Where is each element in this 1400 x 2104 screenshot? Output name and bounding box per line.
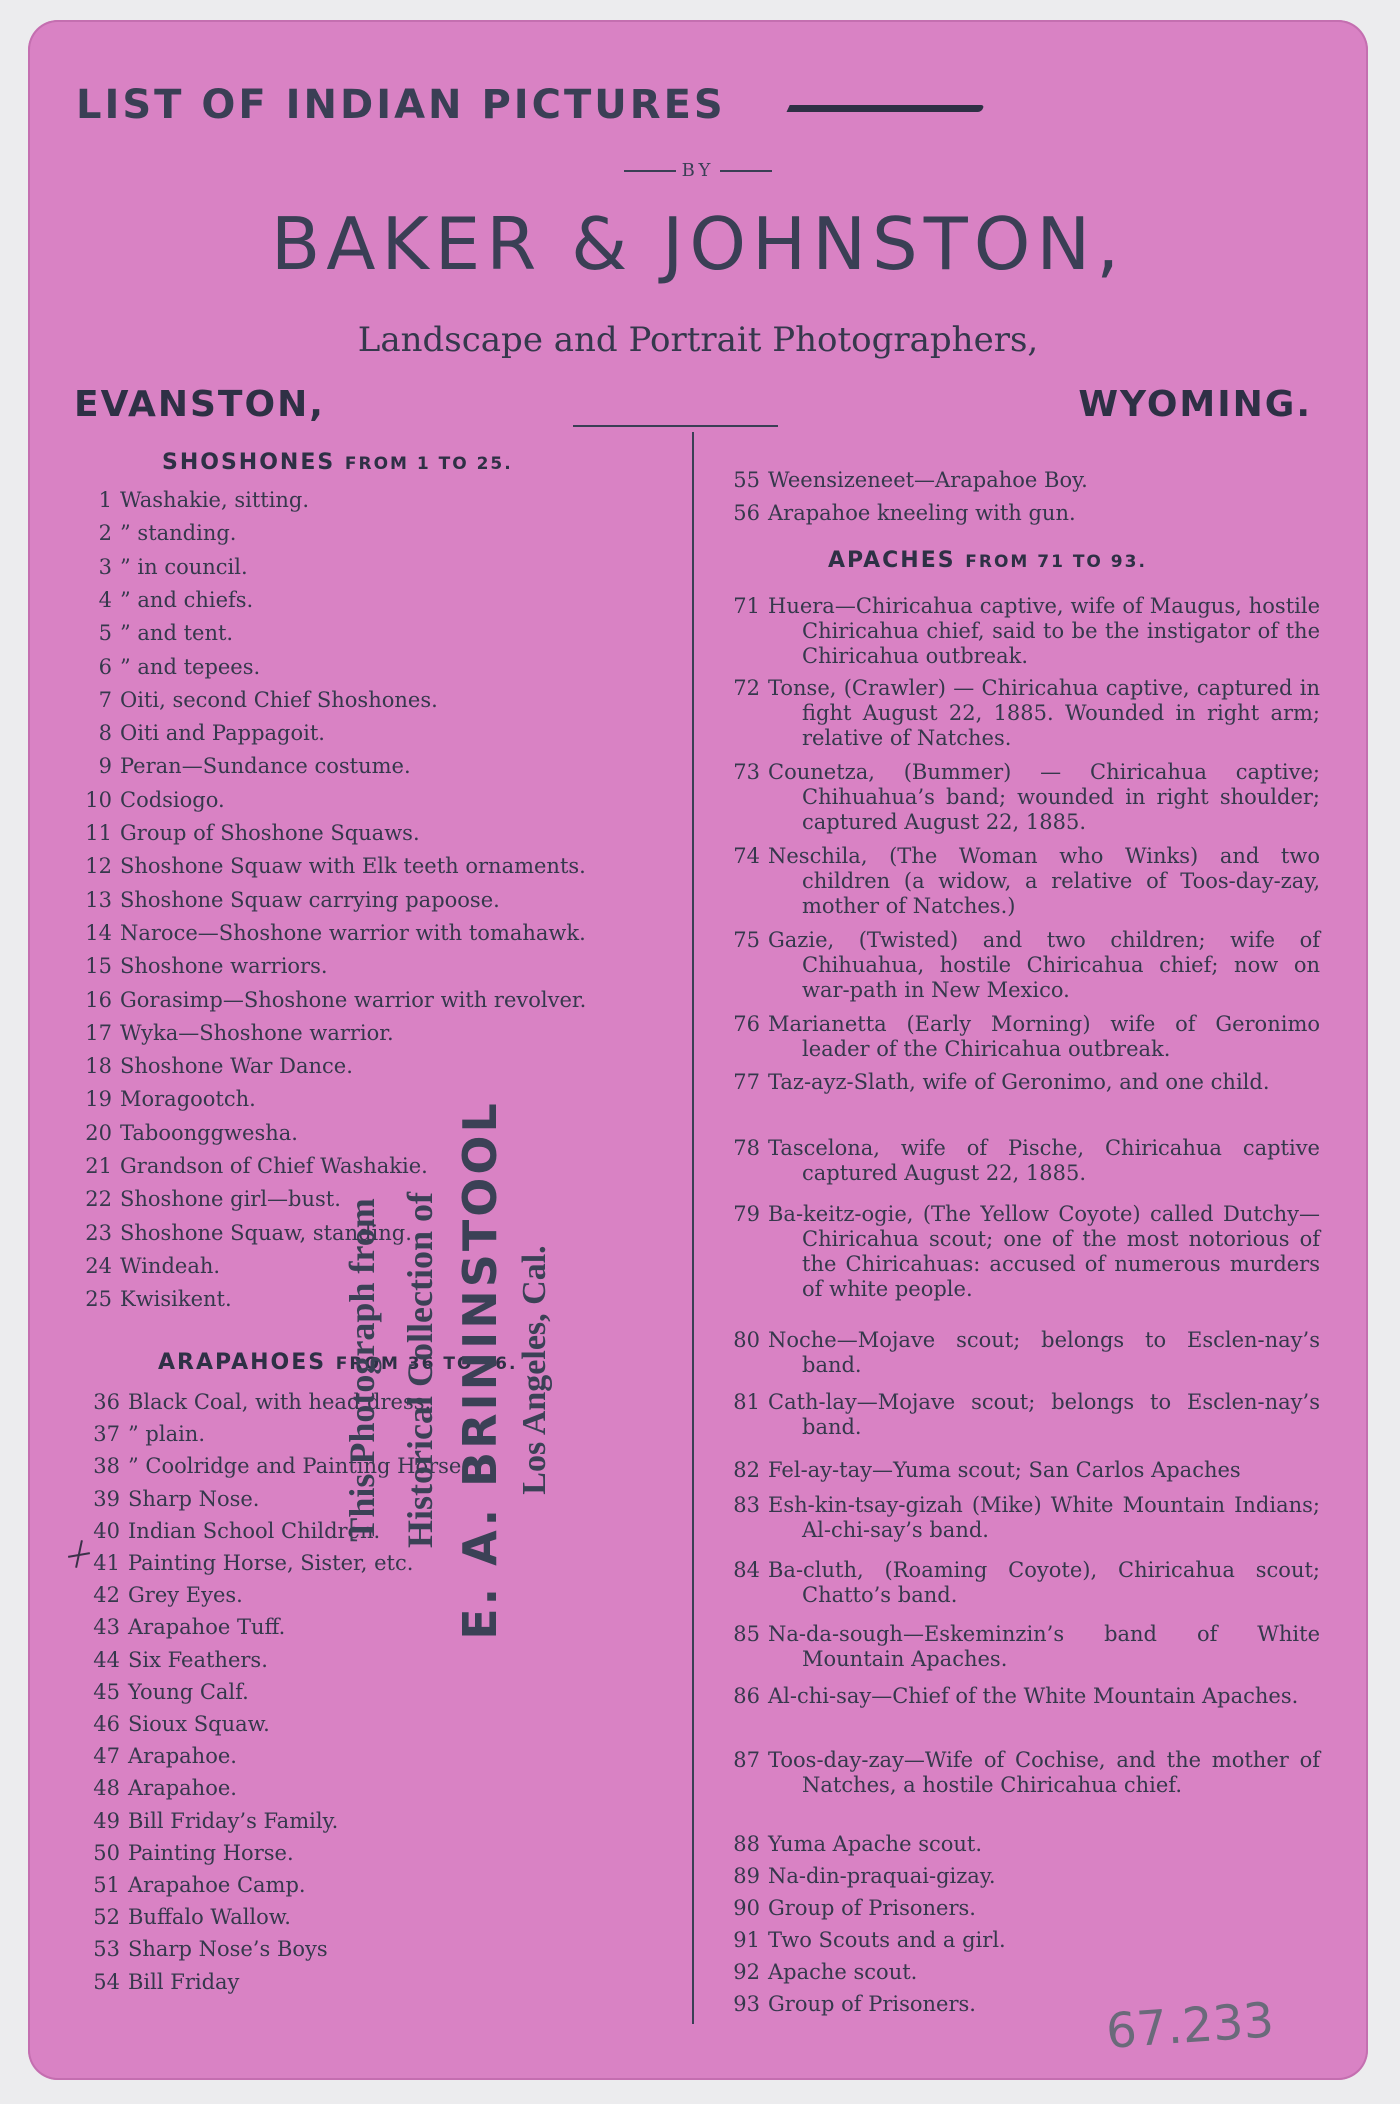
title-rule — [786, 105, 984, 112]
list-item — [85, 1253, 221, 1279]
list-item — [733, 468, 1088, 493]
item-number: 4 — [98, 587, 112, 612]
item-title: Sioux Squaw. — [128, 1712, 270, 1736]
item-title: ” standing. — [120, 521, 237, 546]
item-title: Esh-kin-tsay-gizah (Mike) White Mountain Indians; Al-chi-say’s band. — [768, 1493, 1320, 1542]
item-title: Buffalo Wallow. — [128, 1905, 291, 1930]
list-item — [733, 1012, 1320, 1062]
item-number: 76 — [733, 1012, 760, 1036]
item-number: 7 — [98, 687, 112, 712]
list-item — [733, 1896, 1320, 1921]
item-title: Na-da-sough—Eskeminzin’s band of White Mountain Apaches. — [768, 1622, 1320, 1671]
list-item — [733, 760, 1320, 835]
item-number: 36 — [93, 1390, 120, 1414]
item-title: Marianetta (Early Morning) wife of Geronimo leader of the Chiricahua outbreak. — [768, 1012, 1320, 1061]
list-item — [98, 754, 411, 779]
item-number: 38 — [93, 1454, 120, 1479]
list-item — [85, 1087, 256, 1112]
item-title: Gorasimp—Shoshone warrior with revolver. — [120, 987, 587, 1012]
item-number: 1 — [98, 488, 112, 512]
item-number: 47 — [93, 1744, 120, 1769]
list-item — [733, 844, 1320, 919]
item-title: Arapahoe Camp. — [128, 1873, 306, 1897]
stamp-line-3: E. A. BRININSTOOL — [453, 1100, 507, 1640]
handwritten-mark — [68, 1540, 92, 1568]
item-number: 46 — [93, 1712, 120, 1736]
item-number: 71 — [733, 594, 760, 618]
list-item — [98, 654, 261, 680]
section-heading-shoshones — [162, 450, 513, 475]
item-title: Toos-day-zay—Wife of Cochise, and the mother of Natches, a hostile Chiricahua chief. — [768, 1748, 1320, 1797]
list-item — [733, 1136, 1320, 1186]
list-item — [85, 987, 587, 1013]
photo-card-back — [28, 20, 1368, 2080]
item-title: Naroce—Shoshone warrior with tomahawk. — [120, 920, 586, 945]
firm-subtitle: Landscape and Portrait Photographers, — [357, 320, 1039, 360]
by-line: BY — [28, 160, 1368, 181]
header-divider — [573, 425, 778, 427]
item-number: 92 — [733, 1960, 760, 1984]
item-title: Tascelona, wife of Pische, Chiricahua captive captured August 22, 1885. — [768, 1136, 1320, 1185]
item-title: ” Coolridge and Painting Horse. — [128, 1454, 469, 1479]
item-number: 23 — [85, 1220, 112, 1245]
item-title: Na-din-praquai-gizay. — [768, 1864, 996, 1888]
item-title: Group of Prisoners. — [768, 1992, 976, 2016]
item-number: 24 — [85, 1253, 112, 1278]
item-title: Shoshone warriors. — [120, 954, 328, 979]
item-title: Black Coal, with head dress. — [128, 1390, 432, 1414]
list-item — [93, 1615, 286, 1640]
column-divider — [692, 432, 694, 2024]
item-number: 85 — [733, 1622, 760, 1646]
item-number: 54 — [93, 1969, 120, 1994]
section-name: SHOSHONES — [162, 450, 336, 475]
item-number: 75 — [733, 928, 760, 952]
item-number: 10 — [85, 787, 112, 812]
list-item — [733, 1202, 1320, 1302]
stamp-line-2: Historical Collection of — [400, 1192, 440, 1548]
item-title: Ba-keitz-ogie, (The Yellow Coyote) called Dutchy—Chiricahua scout; one of the most notorious of the Chiricahuas: accused of numerous murders of white people. — [768, 1202, 1320, 1301]
item-title: Neschila, (The Woman who Winks) and two children (a widow, a relative of Toos-day-zay, mother of Natches.) — [768, 844, 1320, 918]
item-title: Weensizeneet—Arapahoe Boy. — [768, 468, 1088, 492]
item-number: 41 — [93, 1551, 120, 1575]
list-item — [733, 594, 1320, 669]
list-item — [85, 1020, 394, 1046]
list-item — [733, 501, 1076, 526]
item-title: Taz-ayz-Slath, wife of Geronimo, and one child. — [768, 1070, 1270, 1094]
list-item — [98, 488, 310, 513]
firm-name: BAKER & JOHNSTON, — [270, 202, 1126, 286]
list-item — [93, 1840, 294, 1866]
item-title: Bill Friday’s Family. — [128, 1808, 339, 1833]
list-item — [733, 1832, 1320, 1857]
item-number: 25 — [85, 1287, 112, 1312]
item-number: 89 — [733, 1864, 760, 1888]
item-title: Bill Friday — [128, 1969, 240, 1994]
item-number: 82 — [733, 1458, 760, 1482]
item-number: 18 — [85, 1054, 112, 1079]
list-item — [733, 1070, 1320, 1095]
item-title: Painting Horse, Sister, etc. — [128, 1551, 414, 1575]
list-item — [733, 1493, 1320, 1543]
list-item — [733, 1748, 1320, 1798]
item-number: 90 — [733, 1896, 760, 1920]
list-item — [98, 621, 234, 646]
item-title: Arapahoe. — [128, 1744, 237, 1769]
item-number: 93 — [733, 1992, 760, 2016]
item-title: Peran—Sundance costume. — [120, 754, 411, 779]
item-title: Al-chi-say—Chief of the White Mountain Apaches. — [768, 1684, 1299, 1708]
item-title: Grey Eyes. — [128, 1583, 243, 1608]
list-item — [93, 1712, 270, 1737]
item-title: Arapahoe Tuff. — [128, 1615, 286, 1640]
list-item — [93, 1873, 306, 1898]
item-title: Painting Horse. — [128, 1840, 294, 1865]
item-number: 78 — [733, 1136, 760, 1160]
list-item — [733, 1458, 1320, 1483]
item-title: Sharp Nose. — [128, 1486, 260, 1511]
item-title: ” in council. — [120, 554, 248, 579]
list-item — [85, 854, 586, 879]
section-range: FROM 71 TO 93. — [965, 552, 1147, 572]
item-number: 48 — [93, 1776, 120, 1801]
item-number: 74 — [733, 844, 760, 868]
item-title: Group of Prisoners. — [768, 1896, 976, 1920]
list-item — [98, 554, 248, 580]
item-number: 84 — [733, 1558, 760, 1582]
item-title: Young Calf. — [128, 1679, 249, 1704]
item-number: 21 — [85, 1154, 112, 1178]
item-number: 45 — [93, 1679, 120, 1704]
item-number: 17 — [85, 1020, 112, 1045]
item-title: Oiti and Pappagoit. — [120, 721, 325, 746]
list-item — [733, 1558, 1320, 1608]
list-item — [733, 1864, 1320, 1889]
section-heading-apaches — [828, 548, 1147, 573]
item-number: 40 — [93, 1518, 120, 1543]
item-number: 2 — [98, 521, 112, 546]
item-title: Yuma Apache scout. — [768, 1832, 983, 1856]
section-name: ARAPAHOES — [158, 1350, 327, 1375]
item-number: 12 — [85, 854, 112, 879]
list-item — [85, 954, 328, 979]
item-title: Indian School Children. — [128, 1518, 381, 1543]
item-number: 72 — [733, 676, 760, 700]
item-title: Taboonggwesha. — [120, 1120, 298, 1145]
item-number: 42 — [93, 1583, 120, 1608]
item-title: Sharp Nose’s Boys — [128, 1937, 328, 1962]
item-title: Shoshone War Dance. — [120, 1054, 353, 1079]
item-number: 83 — [733, 1493, 760, 1517]
item-number: 53 — [93, 1937, 120, 1962]
item-number: 20 — [85, 1120, 112, 1145]
list-item — [85, 1187, 341, 1212]
item-number: 86 — [733, 1684, 760, 1708]
item-title: Counetza, (Bummer) — Chiricahua captive; Chihuahua’s band; wounded in right shoulder; captured August 22, 1885. — [768, 760, 1320, 834]
item-title: Group of Shoshone Squaws. — [120, 821, 420, 845]
item-title: ” and tent. — [120, 621, 234, 646]
item-number: 79 — [733, 1202, 760, 1226]
list-item — [733, 676, 1320, 751]
list-item — [98, 587, 254, 613]
list-item — [733, 1390, 1320, 1440]
item-number: 5 — [98, 621, 112, 646]
item-title: Arapahoe. — [128, 1776, 237, 1801]
item-number: 43 — [93, 1615, 120, 1640]
list-item — [98, 687, 438, 713]
list-item — [733, 1622, 1320, 1672]
item-number: 15 — [85, 954, 112, 979]
item-title: Fel-ay-tay—Yuma scout; San Carlos Apaches — [768, 1458, 1241, 1482]
item-title: Apache scout. — [768, 1960, 918, 1984]
list-item — [85, 787, 225, 813]
list-item — [93, 1776, 237, 1801]
item-number: 55 — [733, 468, 760, 492]
item-number: 9 — [98, 754, 112, 779]
item-number: 19 — [85, 1087, 112, 1112]
item-title: Wyka—Shoshone warrior. — [120, 1020, 394, 1045]
list-item — [93, 1969, 240, 1995]
item-number: 49 — [93, 1808, 120, 1833]
item-title: Ba-cluth, (Roaming Coyote), Chiricahua scout; Chatto’s band. — [768, 1558, 1320, 1607]
list-item — [85, 1120, 298, 1146]
item-number: 37 — [93, 1422, 120, 1447]
section-range: FROM 1 TO 25. — [344, 454, 513, 474]
item-number: 16 — [85, 987, 112, 1012]
item-title: Six Feathers. — [128, 1647, 268, 1672]
stamp-line-1: This Photograph from — [342, 1198, 382, 1542]
catalog-number: 67.233 — [1104, 1992, 1276, 2060]
item-title: Moragootch. — [120, 1087, 256, 1112]
collection-stamp — [333, 1090, 553, 1650]
item-number: 11 — [85, 821, 112, 845]
list-item — [733, 1684, 1320, 1709]
list-item — [85, 887, 500, 913]
item-title: Cath-lay—Mojave scout; belongs to Esclen-nay’s band. — [768, 1390, 1320, 1439]
item-title: Noche—Mojave scout; belongs to Esclen-nay’s band. — [768, 1328, 1320, 1377]
item-title: Gazie, (Twisted) and two children; wife of Chihuahua, hostile Chiricahua chief; now on war-path in New Mexico. — [768, 928, 1320, 1002]
list-item — [733, 1960, 1320, 1985]
item-title: Windeah. — [120, 1253, 221, 1278]
item-title: Washakie, sitting. — [120, 488, 310, 512]
list-item — [85, 821, 420, 846]
section-name: APACHES — [828, 548, 956, 573]
list-item — [733, 1328, 1320, 1378]
list-item — [733, 1928, 1320, 1953]
item-title: Arapahoe kneeling with gun. — [768, 501, 1076, 525]
item-title: ” plain. — [128, 1422, 206, 1447]
item-number: 77 — [733, 1070, 760, 1094]
section-range: FROM 36 TO 56. — [335, 1354, 518, 1374]
item-title: Two Scouts and a girl. — [768, 1928, 1006, 1952]
list-item — [93, 1422, 206, 1447]
item-number: 44 — [93, 1647, 120, 1672]
item-title: Shoshone Squaw carrying papoose. — [120, 887, 500, 912]
item-number: 22 — [85, 1187, 112, 1212]
item-number: 52 — [93, 1905, 120, 1930]
list-item — [93, 1808, 339, 1834]
item-number: 50 — [93, 1840, 120, 1865]
list-item — [93, 1583, 243, 1608]
item-title: Shoshone Squaw with Elk teeth ornaments. — [120, 854, 586, 879]
list-item — [85, 920, 586, 946]
item-title: ” and tepees. — [120, 654, 261, 679]
item-title: Huera—Chiricahua captive, wife of Maugus, hostile Chiricahua chief, said to be the instigator of the Chiricahua outbreak. — [768, 594, 1320, 668]
item-title: Tonse, (Crawler) — Chiricahua captive, captured in fight August 22, 1885. Wounded in right arm; relative of Natches. — [768, 676, 1320, 750]
item-number: 81 — [733, 1390, 760, 1414]
item-number: 14 — [85, 920, 112, 945]
list-item — [85, 1287, 232, 1312]
item-title: Shoshone girl—bust. — [120, 1187, 341, 1212]
item-title: Codsiogo. — [120, 787, 225, 812]
item-number: 56 — [733, 501, 760, 525]
list-item — [93, 1647, 268, 1673]
list-item — [85, 1054, 353, 1079]
item-number: 6 — [98, 654, 112, 679]
item-number: 8 — [98, 721, 112, 746]
list-title: LIST OF INDIAN PICTURES — [76, 82, 726, 128]
item-title: Grandson of Chief Washakie. — [120, 1154, 428, 1178]
item-title: Kwisikent. — [120, 1287, 232, 1312]
list-item — [733, 928, 1320, 1003]
stamp-line-4: Los Angeles, Cal. — [516, 1245, 553, 1495]
item-title: Oiti, second Chief Shoshones. — [120, 687, 438, 712]
city: EVANSTON, — [74, 384, 325, 425]
item-number: 39 — [93, 1486, 120, 1511]
item-number: 3 — [98, 554, 112, 579]
list-item — [93, 1744, 237, 1769]
state: WYOMING. — [1078, 384, 1312, 425]
list-item — [93, 1937, 328, 1962]
item-title: Shoshone Squaw, standing. — [120, 1220, 412, 1245]
item-number: 80 — [733, 1328, 760, 1352]
item-number: 13 — [85, 887, 112, 912]
item-number: 87 — [733, 1748, 760, 1772]
list-item — [93, 1679, 249, 1705]
list-item — [98, 521, 237, 546]
list-item — [93, 1905, 291, 1930]
item-number: 73 — [733, 760, 760, 784]
item-number: 88 — [733, 1832, 760, 1856]
item-number: 51 — [93, 1873, 120, 1897]
list-item — [98, 721, 325, 746]
item-title: ” and chiefs. — [120, 587, 254, 612]
list-item — [93, 1486, 260, 1512]
item-number: 91 — [733, 1928, 760, 1952]
